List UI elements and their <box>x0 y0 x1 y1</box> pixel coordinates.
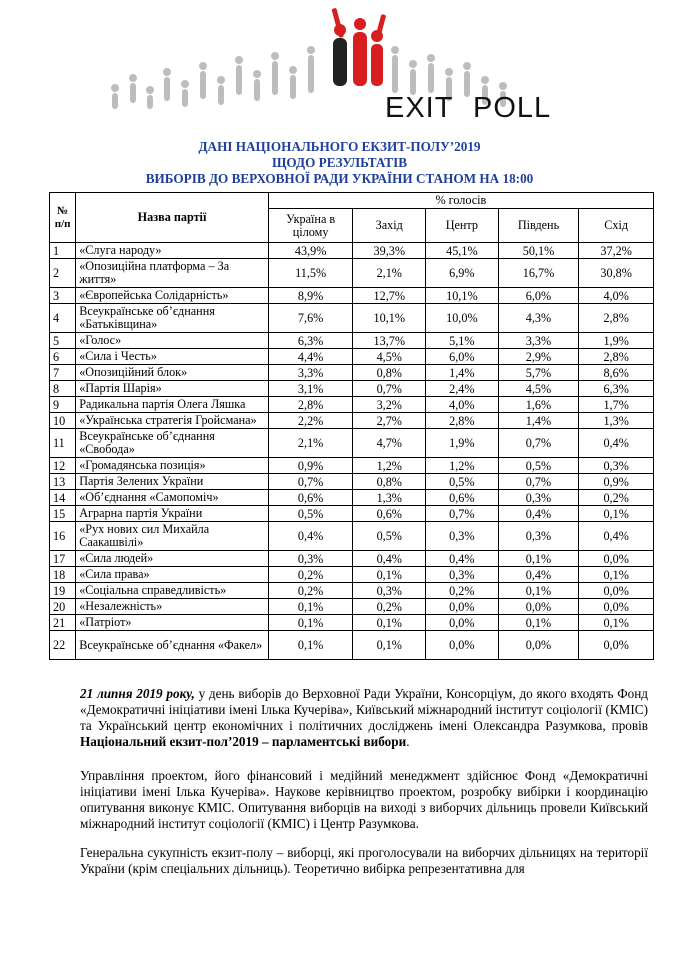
vote-share-cell: 6,3% <box>268 333 353 349</box>
table-row <box>50 349 654 365</box>
vote-share-cell: 2,1% <box>268 429 353 458</box>
logo-word-poll: POLL <box>473 92 552 124</box>
row-number: 18 <box>50 567 76 583</box>
vote-share-cell: 2,2% <box>268 413 353 429</box>
vote-share-cell: 0,7% <box>498 474 579 490</box>
header-number: № п/п <box>50 193 76 243</box>
column-header: Україна в цілому <box>268 209 353 243</box>
vote-share-cell: 4,5% <box>353 349 426 365</box>
vote-share-cell: 0,6% <box>268 490 353 506</box>
results-rows <box>50 243 654 660</box>
vote-share-cell: 4,3% <box>498 304 579 333</box>
vote-share-cell: 0,5% <box>268 506 353 522</box>
party-name: «Партія Шарія» <box>76 381 269 397</box>
vote-share-cell: 0,0% <box>426 631 499 660</box>
table-row <box>50 243 654 259</box>
table-row <box>50 333 654 349</box>
vote-share-cell: 0,1% <box>353 567 426 583</box>
vote-share-cell: 0,5% <box>426 474 499 490</box>
row-number: 7 <box>50 365 76 381</box>
table-row <box>50 522 654 551</box>
row-number: 1 <box>50 243 76 259</box>
vote-share-cell: 0,1% <box>579 615 654 631</box>
party-name: «Європейська Солідарність» <box>76 288 269 304</box>
vote-share-cell: 2,8% <box>579 349 654 365</box>
logo-word-exit: EXIT <box>385 92 454 124</box>
vote-share-cell: 0,3% <box>579 458 654 474</box>
vote-share-cell: 13,7% <box>353 333 426 349</box>
vote-share-cell: 0,3% <box>268 551 353 567</box>
vote-share-cell: 0,5% <box>498 458 579 474</box>
vote-share-cell: 1,4% <box>498 413 579 429</box>
party-name: «Опозиційна платформа – За життя» <box>76 259 269 288</box>
row-number: 3 <box>50 288 76 304</box>
header-vote-share: % голосів <box>268 193 653 209</box>
vote-share-cell: 16,7% <box>498 259 579 288</box>
vote-share-cell: 6,3% <box>579 381 654 397</box>
vote-share-cell: 0,0% <box>426 615 499 631</box>
vote-share-cell: 11,5% <box>268 259 353 288</box>
vote-share-cell: 0,0% <box>426 599 499 615</box>
party-name: «Об’єднання «Самопоміч» <box>76 490 269 506</box>
party-name: Всеукраїнське об’єднання «Батьківщина» <box>76 304 269 333</box>
column-header: Південь <box>498 209 579 243</box>
party-name: Партія Зелених України <box>76 474 269 490</box>
party-name: «Опозиційний блок» <box>76 365 269 381</box>
vote-share-cell: 3,3% <box>498 333 579 349</box>
vote-share-cell: 0,1% <box>353 631 426 660</box>
row-number: 5 <box>50 333 76 349</box>
column-header: Центр <box>426 209 499 243</box>
table-row <box>50 490 654 506</box>
vote-share-cell: 0,9% <box>579 474 654 490</box>
vote-share-cell: 10,1% <box>353 304 426 333</box>
row-number: 9 <box>50 397 76 413</box>
party-name: «Голос» <box>76 333 269 349</box>
table-row <box>50 506 654 522</box>
party-name: Всеукраїнське об’єднання «Факел» <box>76 631 269 660</box>
party-name: Радикальна партія Олега Ляшка <box>76 397 269 413</box>
table-row <box>50 365 654 381</box>
vote-share-cell: 0,4% <box>268 522 353 551</box>
vote-share-cell: 0,8% <box>353 474 426 490</box>
intro-end: . <box>406 734 410 749</box>
table-row <box>50 583 654 599</box>
row-number: 2 <box>50 259 76 288</box>
vote-share-cell: 0,2% <box>268 567 353 583</box>
vote-share-cell: 0,7% <box>268 474 353 490</box>
vote-share-cell: 0,7% <box>353 381 426 397</box>
vote-share-cell: 0,3% <box>498 522 579 551</box>
table-row <box>50 474 654 490</box>
vote-share-cell: 0,1% <box>579 506 654 522</box>
row-number: 19 <box>50 583 76 599</box>
vote-share-cell: 2,9% <box>498 349 579 365</box>
column-header: Захід <box>353 209 426 243</box>
vote-share-cell: 2,7% <box>353 413 426 429</box>
row-number: 13 <box>50 474 76 490</box>
vote-share-cell: 0,7% <box>498 429 579 458</box>
vote-share-cell: 1,7% <box>579 397 654 413</box>
vote-share-cell: 0,4% <box>579 429 654 458</box>
table-row <box>50 567 654 583</box>
vote-share-cell: 0,0% <box>579 631 654 660</box>
table-row <box>50 259 654 288</box>
vote-share-cell: 0,1% <box>579 567 654 583</box>
table-row <box>50 304 654 333</box>
table-row <box>50 288 654 304</box>
vote-share-cell: 3,3% <box>268 365 353 381</box>
vote-share-cell: 1,2% <box>353 458 426 474</box>
row-number: 4 <box>50 304 76 333</box>
vote-share-cell: 43,9% <box>268 243 353 259</box>
table-row <box>50 615 654 631</box>
vote-share-cell: 8,9% <box>268 288 353 304</box>
paragraph-intro <box>80 686 648 750</box>
table-row <box>50 429 654 458</box>
table-row <box>50 551 654 567</box>
row-number: 6 <box>50 349 76 365</box>
vote-share-cell: 0,0% <box>498 631 579 660</box>
party-name: «Слуга народу» <box>76 243 269 259</box>
paragraph-management: Управління проектом, його фінансовий і медійний менеджмент здійснює Фонд «Демократичні ініціативи імені Ілька Кучеріва». Наукове керівництво проектом, розробку вибірки і координацію опитування виконує КМІС. Опитування виборців на виході з виборчих дільниць провели Київський міжнародний інститут соціології (КМІС) і Центр Разумкова. <box>80 768 648 831</box>
vote-share-cell: 1,9% <box>579 333 654 349</box>
vote-share-cell: 1,4% <box>426 365 499 381</box>
vote-share-cell: 0,2% <box>579 490 654 506</box>
vote-share-cell: 1,3% <box>579 413 654 429</box>
vote-share-cell: 0,2% <box>426 583 499 599</box>
vote-share-cell: 37,2% <box>579 243 654 259</box>
party-name: «Українська стратегія Гройсмана» <box>76 413 269 429</box>
vote-share-cell: 2,8% <box>268 397 353 413</box>
vote-share-cell: 2,8% <box>426 413 499 429</box>
title-line-3: ВИБОРІВ ДО ВЕРХОВНОЇ РАДИ УКРАЇНИ СТАНОМ НА 18:00 <box>145 171 534 186</box>
party-name: «Рух нових сил Михайла Саакашвілі» <box>76 522 269 551</box>
party-name: Аграрна партія України <box>76 506 269 522</box>
vote-share-cell: 0,4% <box>353 551 426 567</box>
vote-share-cell: 0,1% <box>498 615 579 631</box>
vote-share-cell: 0,3% <box>353 583 426 599</box>
table-row <box>50 458 654 474</box>
vote-share-cell: 0,1% <box>498 583 579 599</box>
vote-share-cell: 0,6% <box>353 506 426 522</box>
vote-share-cell: 2,1% <box>353 259 426 288</box>
vote-share-cell: 0,2% <box>353 599 426 615</box>
exit-poll-logo <box>95 0 552 125</box>
vote-share-cell: 4,4% <box>268 349 353 365</box>
title-line-2: ЩОДО РЕЗУЛЬТАТІВ <box>271 155 408 170</box>
party-name: «Сила і Честь» <box>76 349 269 365</box>
vote-share-cell: 0,4% <box>426 551 499 567</box>
vote-share-cell: 1,9% <box>426 429 499 458</box>
vote-share-cell: 0,0% <box>579 599 654 615</box>
row-number: 21 <box>50 615 76 631</box>
vote-share-cell: 0,1% <box>498 551 579 567</box>
party-name: «Патріот» <box>76 615 269 631</box>
party-name: «Сила людей» <box>76 551 269 567</box>
row-number: 15 <box>50 506 76 522</box>
vote-share-cell: 0,0% <box>579 551 654 567</box>
vote-share-cell: 0,1% <box>268 631 353 660</box>
vote-share-cell: 1,6% <box>498 397 579 413</box>
table-row <box>50 397 654 413</box>
vote-share-cell: 0,4% <box>579 522 654 551</box>
vote-share-cell: 0,0% <box>579 583 654 599</box>
table-row <box>50 413 654 429</box>
table-row <box>50 631 654 660</box>
vote-share-cell: 0,1% <box>268 599 353 615</box>
row-number: 10 <box>50 413 76 429</box>
vote-share-cell: 0,1% <box>268 615 353 631</box>
vote-share-cell: 0,8% <box>353 365 426 381</box>
vote-share-cell: 0,3% <box>426 567 499 583</box>
vote-share-cell: 30,8% <box>579 259 654 288</box>
vote-share-cell: 2,4% <box>426 381 499 397</box>
vote-share-cell: 0,6% <box>426 490 499 506</box>
vote-share-cell: 4,7% <box>353 429 426 458</box>
row-number: 16 <box>50 522 76 551</box>
row-number: 17 <box>50 551 76 567</box>
vote-share-cell: 0,5% <box>353 522 426 551</box>
vote-share-cell: 4,5% <box>498 381 579 397</box>
vote-share-cell: 7,6% <box>268 304 353 333</box>
vote-share-cell: 4,0% <box>579 288 654 304</box>
party-name: «Громадянська позиція» <box>76 458 269 474</box>
vote-share-cell: 0,9% <box>268 458 353 474</box>
table-row <box>50 599 654 615</box>
party-name: «Сила права» <box>76 567 269 583</box>
vote-share-cell: 0,7% <box>426 506 499 522</box>
row-number: 8 <box>50 381 76 397</box>
title-line-1: ДАНІ НАЦІОНАЛЬНОГО ЕКЗИТ-ПОЛУ’2019 <box>198 139 481 154</box>
party-name: Всеукраїнське об’єднання «Свобода» <box>76 429 269 458</box>
vote-share-cell: 6,9% <box>426 259 499 288</box>
vote-share-cell: 0,0% <box>498 599 579 615</box>
party-name: «Незалежність» <box>76 599 269 615</box>
row-number: 11 <box>50 429 76 458</box>
header-party-name: Назва партії <box>76 193 269 243</box>
vote-share-cell: 0,2% <box>268 583 353 599</box>
vote-share-cell: 6,0% <box>498 288 579 304</box>
vote-share-cell: 39,3% <box>353 243 426 259</box>
row-number: 20 <box>50 599 76 615</box>
vote-share-cell: 0,3% <box>498 490 579 506</box>
row-number: 12 <box>50 458 76 474</box>
vote-share-cell: 12,7% <box>353 288 426 304</box>
paragraph-population: Генеральна сукупність екзит-полу – виборці, які проголосували на виборчих дільницях на території України (крім спеціальних дільниць). Теоретично вибірка репрезентативна для <box>80 845 648 876</box>
party-name: «Соціальна справедливість» <box>76 583 269 599</box>
vote-share-cell: 0,4% <box>498 567 579 583</box>
table-row <box>50 381 654 397</box>
row-number: 22 <box>50 631 76 660</box>
vote-share-cell: 4,0% <box>426 397 499 413</box>
vote-share-cell: 3,1% <box>268 381 353 397</box>
vote-share-cell: 3,2% <box>353 397 426 413</box>
vote-share-cell: 5,1% <box>426 333 499 349</box>
vote-share-cell: 10,0% <box>426 304 499 333</box>
vote-share-cell: 2,8% <box>579 304 654 333</box>
vote-share-cell: 0,3% <box>426 522 499 551</box>
vote-share-cell: 8,6% <box>579 365 654 381</box>
vote-share-cell: 1,3% <box>353 490 426 506</box>
row-number: 14 <box>50 490 76 506</box>
results-table <box>49 192 654 660</box>
intro-project-name: Національний екзит-пол’2019 – парламентські вибори <box>80 734 407 749</box>
vote-share-cell: 45,1% <box>426 243 499 259</box>
vote-share-cell: 1,2% <box>426 458 499 474</box>
vote-share-cell: 5,7% <box>498 365 579 381</box>
intro-text: у день виборів до Верховної Ради України, Консорціум, до якого входять Фонд «Демократичні ініціативи імені Ілька Кучеріва», Київський міжнародний інститут соціології (КМІС) та Український центр економічних і політичних досліджень імені Олександра Разумкова, провів <box>80 686 649 733</box>
vote-share-cell: 0,1% <box>353 615 426 631</box>
vote-share-cell: 50,1% <box>498 243 579 259</box>
column-header: Схід <box>579 209 654 243</box>
vote-share-cell: 0,4% <box>498 506 579 522</box>
vote-share-cell: 10,1% <box>426 288 499 304</box>
vote-share-cell: 6,0% <box>426 349 499 365</box>
intro-date: 21 липня 2019 року, <box>80 686 195 701</box>
